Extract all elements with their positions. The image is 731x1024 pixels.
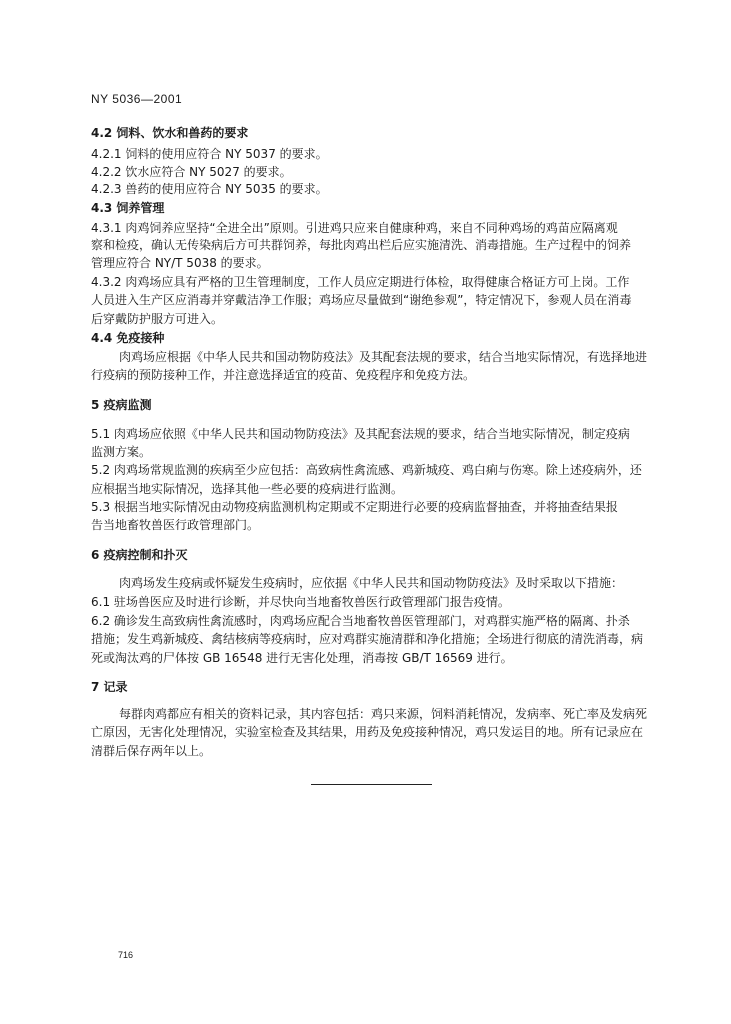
clause-6-1: 6.1 驻场兽医应及时进行诊断，并尽快向当地畜牧兽医行政管理部门报告疫情。 [91, 595, 510, 609]
page-number: 716 [118, 950, 134, 960]
clause-6-2-line-1: 6.2 确诊发生高致病性禽流感时，肉鸡场应配合当地畜牧兽医管理部门，对鸡群实施严格的隔离、扑杀 [91, 614, 630, 628]
clause-4-3-1-line-2: 察和检疫，确认无传染病后方可共群饲养，每批肉鸡出栏后应实施清洗、消毒措施。生产过程中的饲养 [91, 238, 632, 252]
section-6-heading: 6 疫病控制和扑灭 [91, 548, 188, 562]
section-7-line-3: 清群后保存两年以上。 [91, 744, 212, 758]
section-4-2-heading: 4.2 饲料、饮水和兽药的要求 [91, 126, 249, 140]
clause-4-3-2-line-2: 人员进入生产区应消毒并穿戴洁净工作服；鸡场应尽量做到“谢绝参观”，特定情况下，参观人员在消毒 [91, 293, 632, 307]
document-code-header: NY 5036—2001 [91, 92, 183, 106]
clause-5-1-line-2: 监测方案。 [91, 445, 152, 459]
clause-5-3-line-2: 告当地畜牧兽医行政管理部门。 [91, 518, 260, 532]
clause-4-3-1-line-3: 管理应符合 NY/T 5038 的要求。 [91, 256, 269, 270]
end-rule [311, 784, 432, 785]
section-6-intro: 肉鸡场发生疫病或怀疑发生疫病时，应依据《中华人民共和国动物防疫法》及时采取以下措施： [119, 576, 624, 590]
section-4-3-heading: 4.3 饲养管理 [91, 201, 165, 215]
clause-4-2-3: 4.2.3 兽药的使用应符合 NY 5035 的要求。 [91, 182, 328, 196]
section-7-line-2: 亡原因，无害化处理情况，实验室检查及其结果，用药及免疫接种情况，鸡只发运目的地。所有记录应在 [91, 725, 644, 739]
clause-5-2-line-2: 应根据当地实际情况，选择其他一些必要的疫病进行监测。 [91, 482, 404, 496]
clause-5-3-line-1: 5.3 根据当地实际情况由动物疫病监测机构定期或不定期进行必要的疫病监督抽查，并将抽查结果报 [91, 500, 618, 514]
section-4-4-line-1: 肉鸡场应根据《中华人民共和国动物防疫法》及其配套法规的要求，结合当地实际情况，有选择地进 [119, 350, 648, 364]
section-4-4-heading: 4.4 免疫接种 [91, 331, 165, 345]
clause-4-3-1-line-1: 4.3.1 肉鸡饲养应坚持“全进全出”原则。引进鸡只应来自健康种鸡，来自不同种鸡场的鸡苗应隔离观 [91, 221, 618, 235]
clause-5-1-line-1: 5.1 肉鸡场应依照《中华人民共和国动物防疫法》及其配套法规的要求，结合当地实际情况，制定疫病 [91, 427, 630, 441]
section-7-line-1: 每群肉鸡都应有相关的资料记录，其内容包括：鸡只来源，饲料消耗情况，发病率、死亡率及发病死 [119, 707, 648, 721]
clause-5-2-line-1: 5.2 肉鸡场常规监测的疾病至少应包括：高致病性禽流感、鸡新城疫、鸡白痢与伤寒。除上述疫病外，还 [91, 463, 642, 477]
section-4-4-line-2: 行疫病的预防接种工作，并注意选择适宜的疫苗、免疫程序和免疫方法。 [91, 368, 476, 382]
clause-4-3-2-line-1: 4.3.2 肉鸡场应具有严格的卫生管理制度，工作人员应定期进行体检，取得健康合格证方可上岗。工作 [91, 275, 630, 289]
clause-4-3-2-line-3: 后穿戴防护服方可进入。 [91, 312, 224, 326]
clause-4-2-2: 4.2.2 饮水应符合 NY 5027 的要求。 [91, 165, 292, 179]
clause-4-2-1: 4.2.1 饲料的使用应符合 NY 5037 的要求。 [91, 147, 328, 161]
section-7-heading: 7 记录 [91, 680, 128, 694]
clause-6-2-line-2: 措施；发生鸡新城疫、禽结核病等疫病时，应对鸡群实施清群和净化措施；全场进行彻底的清洗消毒，病 [91, 632, 644, 646]
clause-6-2-line-3: 死或淘汰鸡的尸体按 GB 16548 进行无害化处理，消毒按 GB/T 16569 进行。 [91, 651, 513, 665]
section-5-heading: 5 疫病监测 [91, 398, 152, 412]
